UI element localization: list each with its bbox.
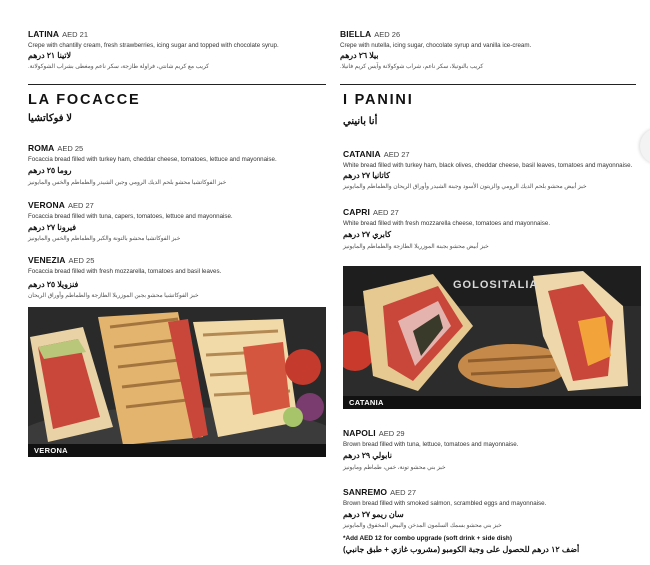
item-description-arabic: خبز بني محشو بسمك السلمون المدخن والبيض المخفوق والمايونيز (343, 523, 502, 529)
item-description-arabic: خبز الفوكاتشيا محشو بجبن الموزريلا الطازجة والطماطم وأوراق الريحان (28, 293, 199, 299)
item-description-arabic: خبز أبيض محشو بجبنة الموزريلا الطازجة والطماطم والمايونيز (343, 244, 489, 250)
item-description: Focaccia bread filled with tuna, capers, tomatoes, lettuce and mayonnaise. (28, 213, 233, 220)
item-description: Crepe with nutella, icing sugar, chocolate syrup and vanilla ice-cream. (340, 42, 532, 49)
combo-note-arabic: أضف ١٢ درهم للحصول على وجبة الكومبو (مشروب غازي + طبق جانبي) (343, 545, 580, 554)
item-name: CATANIA (343, 149, 381, 159)
item-description-arabic: خبز الفوكاتشيا محشو بالتونة والكبر والطماطم والخس والمايونيز (28, 236, 181, 242)
item-name-arabic: روما ٢٥ درهم (28, 166, 72, 175)
menu-item-biella (340, 24, 531, 50)
item-name: NAPOLI (343, 428, 376, 438)
menu-item-catania (343, 144, 632, 170)
item-description: Brown bread filled with tuna, lettuce, tomatoes and mayonnaise. (343, 441, 519, 448)
menu-item-roma (28, 138, 277, 164)
divider (28, 84, 326, 85)
menu-item-sanremo (343, 482, 546, 508)
item-name: VERONA (28, 200, 65, 210)
panino-image (343, 266, 641, 409)
item-name-arabic: بيلا ٢٦ درهم (340, 51, 379, 60)
menu-item-capri (343, 202, 550, 228)
item-name-arabic: لاتينا ٢١ درهم (28, 51, 71, 60)
item-price: AED 21 (62, 30, 88, 39)
menu-item-latina (28, 24, 279, 50)
item-name: ROMA (28, 143, 55, 153)
item-description: Focaccia bread filled with turkey ham, cheddar cheese, tomatoes, lettuce and mayonnaise. (28, 156, 277, 163)
item-description-arabic: خبز بني محشو تونة، خس، طماطم ومايونيز (343, 465, 446, 471)
item-name: VENEZIA (28, 255, 66, 265)
item-name-arabic: سان ريمو ٢٧ درهم (343, 510, 404, 519)
item-name-arabic: كاتانيا ٢٧ درهم (343, 171, 390, 180)
item-price: AED 27 (383, 150, 410, 159)
item-description: Brown bread filled with smoked salmon, scrambled eggs and mayonnaise. (343, 500, 547, 507)
section-title-panini: I PANINI (343, 92, 414, 108)
item-name: LATINA (28, 29, 60, 39)
menu-item-napoli (343, 423, 518, 449)
item-price: AED 27 (372, 208, 399, 217)
combo-note: *Add AED 12 for combo upgrade (soft drink + side dish) (343, 535, 512, 542)
section-title-focacce-arabic: لا فوكاتشيا (28, 113, 73, 124)
catania-photo (343, 266, 641, 409)
item-price: AED 25 (68, 256, 95, 265)
photo-caption: CATANIA (343, 396, 641, 409)
item-description: White bread filled with fresh mozzarella cheese, tomatoes and mayonnaise. (343, 220, 551, 227)
item-name: BIELLA (340, 29, 372, 39)
section-title-panini-arabic: أنا بانيني (343, 116, 378, 127)
item-price: AED 27 (67, 201, 94, 210)
item-price: AED 29 (378, 429, 405, 438)
item-description: Crepe with chantilly cream, fresh strawberries, icing sugar and topped with chocolate syrup. (28, 42, 279, 49)
item-name: SANREMO (343, 487, 388, 497)
page-scroll-handle[interactable] (640, 128, 650, 164)
sandwich-image (28, 307, 326, 457)
item-name-arabic: فيرونا ٢٧ درهم (28, 223, 76, 232)
item-name-arabic: كابري ٢٧ درهم (343, 230, 391, 239)
brand-watermark: GOLOSITALIA (453, 279, 539, 291)
item-description: White bread filled with turkey ham, black olives, cheddar cheese, basil leaves, tomatoes and mayonnaise. (343, 162, 633, 169)
item-price: AED 26 (374, 30, 401, 39)
item-description-arabic: كريب مع كريم شانتي، فراولة طازجة، سكر ناعم ومغطى بشراب الشوكولاتة. (28, 64, 209, 70)
divider (340, 84, 636, 85)
menu-item-venezia (28, 250, 221, 276)
item-price: AED 25 (57, 144, 84, 153)
photo-caption: VERONA (28, 444, 326, 457)
menu-item-verona (28, 195, 233, 221)
item-price: AED 27 (390, 488, 417, 497)
item-name-arabic: فنزويلا ٢٥ درهم (28, 280, 79, 289)
item-name-arabic: نابولي ٢٩ درهم (343, 451, 392, 460)
item-name: CAPRI (343, 207, 370, 217)
section-title-focacce: LA FOCACCE (28, 92, 141, 108)
item-description-arabic: كريب بالنوتيلا، سكر ناعم، شراب شوكولاتة وآيس كريم فانيلا. (340, 64, 484, 70)
item-description-arabic: خبز أبيض محشو بلحم الديك الرومي والزيتون الأسود وجبنة الشيدر وأوراق الريحان والطماطم والمايونيز (343, 184, 587, 190)
verona-photo (28, 307, 326, 457)
item-description: Focaccia bread filled with fresh mozzarella, tomatoes and basil leaves. (28, 268, 222, 275)
item-description-arabic: خبز الفوكاتشيا محشو بلحم الديك الرومي وجبن الشيدر والطماطم والخس والمايونيز (28, 180, 227, 186)
